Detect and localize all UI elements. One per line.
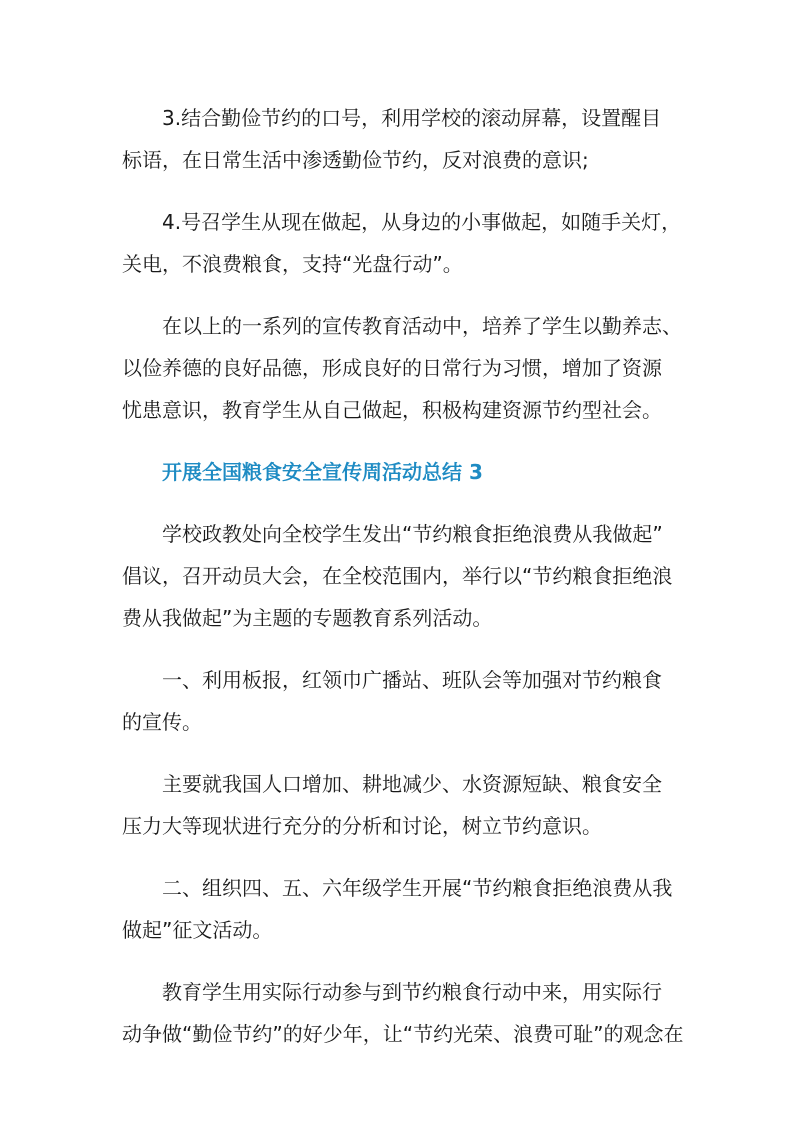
paragraph-point-2-detail bbox=[122, 971, 682, 1055]
text-line: 3.结合勤俭节约的口号，利用学校的滚动屏幕，设置醒目 bbox=[162, 106, 662, 130]
text-line: 4.号召学生从现在做起，从身边的小事做起，如随手关灯， bbox=[162, 210, 682, 234]
text-line: 以俭养德的良好品德，形成良好的日常行为习惯，增加了资源 bbox=[122, 356, 662, 380]
text-line: 主要就我国人口增加、耕地减少、水资源短缺、粮食安全 bbox=[162, 772, 662, 796]
text-line: 动争做“勤俭节约”的好少年，让“节约光荣、浪费可耻”的观念在 bbox=[122, 1022, 684, 1046]
paragraph-point-2 bbox=[122, 867, 682, 951]
text-line: 学校政教处向全校学生发出“节约粮食拒绝浪费从我做起” bbox=[162, 522, 663, 546]
text-line: 倡议，召开动员大会，在全校范围内，举行以“节约粮食拒绝浪 bbox=[122, 564, 673, 588]
paragraph-summary bbox=[122, 305, 682, 431]
document-body bbox=[122, 97, 682, 1075]
text-line: 一、利用板报，红领巾广播站、班队会等加强对节约粮食 bbox=[162, 668, 662, 692]
text-line: 在以上的一系列的宣传教育活动中，培养了学生以勤养志、 bbox=[162, 314, 682, 338]
section-heading: 开展全国粮食安全宣传周活动总结 3 bbox=[162, 460, 483, 484]
text-line: 关电，不浪费粮食，支持“光盘行动”。 bbox=[122, 252, 463, 276]
text-line: 二、组织四、五、六年级学生开展“节约粮食拒绝浪费从我 bbox=[162, 876, 673, 900]
paragraph-point-1 bbox=[122, 659, 682, 743]
text-line: 的宣传。 bbox=[122, 710, 202, 734]
paragraph-item-3 bbox=[122, 97, 682, 181]
text-line: 压力大等现状进行充分的分析和讨论，树立节约意识。 bbox=[122, 814, 602, 838]
text-line: 教育学生用实际行动参与到节约粮食行动中来，用实际行 bbox=[162, 980, 662, 1004]
paragraph-intro bbox=[122, 513, 682, 639]
text-line: 忧患意识，教育学生从自己做起，积极构建资源节约型社会。 bbox=[122, 398, 662, 422]
paragraph-point-1-detail bbox=[122, 763, 682, 847]
paragraph-item-4 bbox=[122, 201, 682, 285]
text-line: 标语，在日常生活中渗透勤俭节约，反对浪费的意识; bbox=[122, 148, 589, 172]
text-line: 做起”征文活动。 bbox=[122, 918, 273, 942]
text-line: 费从我做起”为主题的专题教育系列活动。 bbox=[122, 606, 493, 630]
